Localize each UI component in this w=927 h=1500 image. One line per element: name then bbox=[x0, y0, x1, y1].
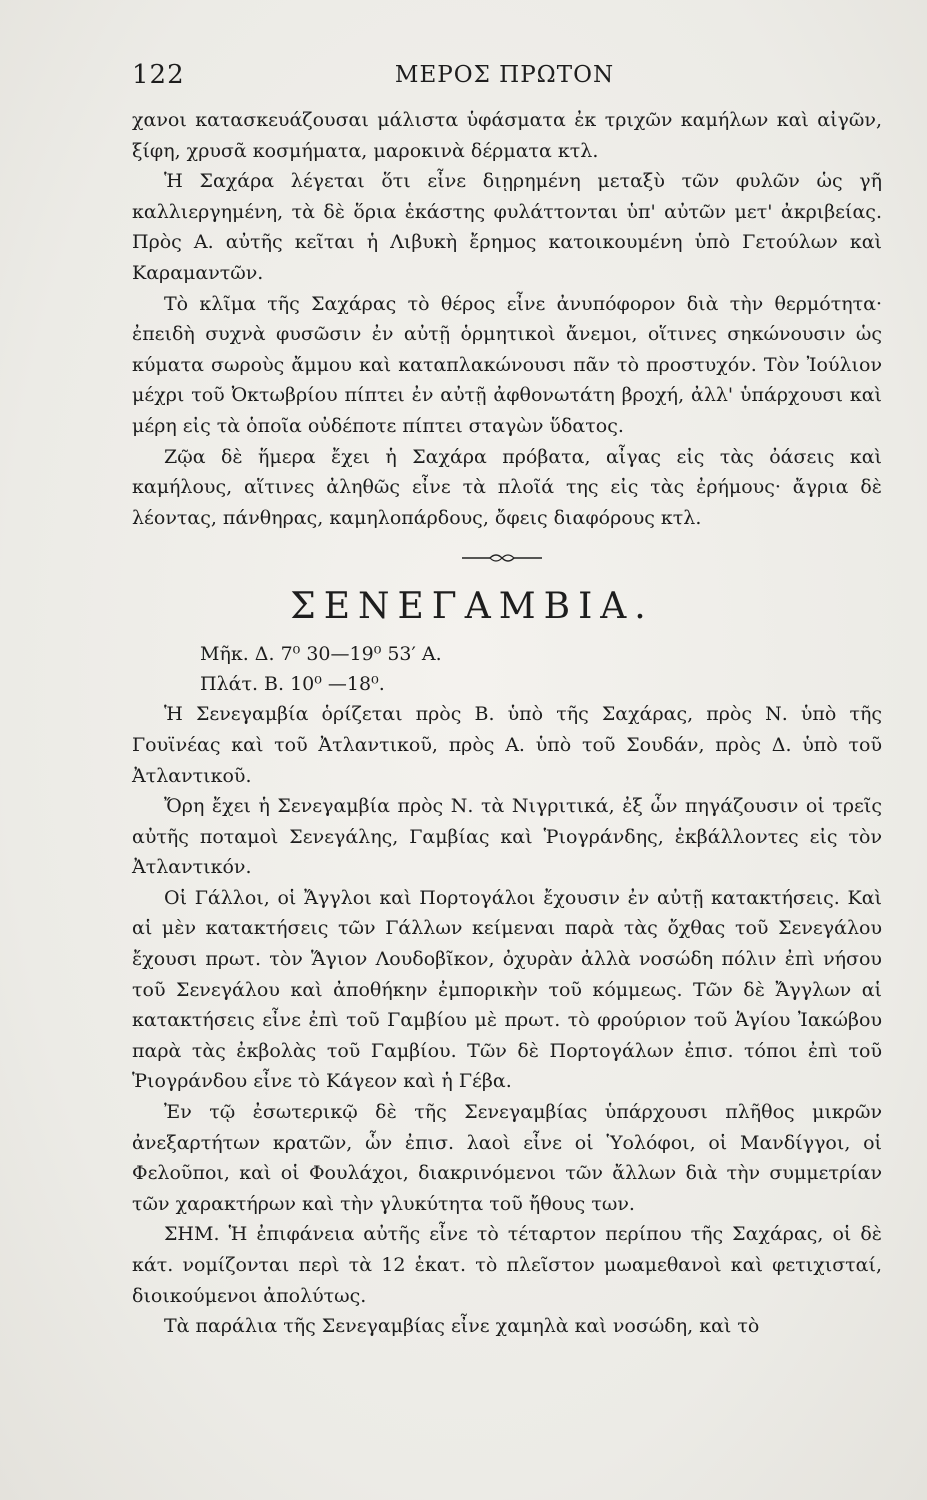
paragraph: Ἐν τῷ ἐσωτερικῷ δὲ τῆς Σενεγαμβίας ὑπάρχουσι πλῆθος μικρῶν ἀνεξαρτήτων κρατῶν, ὧν ἐπισ. λαοὶ εἶνε οἱ Ὑολόφοι, οἱ Μανδίγγοι, οἱ Φελοῦποι, καὶ οἱ Φουλάχοι, διακρινόμενοι τῶν ἄλλων διὰ τὴν συμμετρίαν τῶν χαρακτήρων καὶ τὴν γλυκύτητα τοῦ ἤθους των. bbox=[132, 1101, 882, 1215]
paragraph: Ὄρη ἔχει ἡ Σενεγαμβία πρὸς Ν. τὰ Νιγριτικά, ἐξ ὧν πηγάζουσιν οἱ τρεῖς αὐτῆς ποταμοὶ Σενεγάλης, Γαμβίας καὶ Ῥιογράνδης, ἐκβάλλοντες εἰς τὸν Ἀτλαντικόν. bbox=[132, 795, 882, 879]
page-header bbox=[132, 60, 877, 100]
longitude-line: Μῆκ. Δ. 7⁰ 30—19⁰ 53′ Α. bbox=[200, 643, 442, 666]
ornamental-divider bbox=[132, 533, 882, 583]
paragraph: Οἱ Γάλλοι, οἱ Ἄγγλοι καὶ Πορτογάλοι ἔχουσιν ἐν αὐτῇ κατακτήσεις. Καὶ αἱ μὲν κατακτήσεις τῶν Γάλλων κείμεναι παρὰ τὰς ὄχθας τοῦ Σενεγάλου ἔχουσι πρωτ. τὸν Ἅγιον Λουδοβῖκον, ὀχυρὰν ἀλλὰ νοσώδη πόλιν ἐπὶ νήσου τοῦ Σενεγάλου καὶ ἀποθήκην ἐμπορικὴν τοῦ κόμμεως. Τῶν δὲ Ἄγγλων αἱ κατακτήσεις εἶνε ἐπὶ τοῦ Γαμβίου μὲ πρωτ. τὸ φρούριον τοῦ Ἁγίου Ἰακώβου παρὰ τὰς ἐκβολὰς τοῦ Γαμβίου. Τῶν δὲ Πορτογάλων ἐπισ. τόποι ἐπὶ τοῦ Ῥιογράνδου εἶνε τὸ Κάγεον καὶ ἡ Γέβα. bbox=[132, 886, 882, 1093]
paragraph: Τὰ παράλια τῆς Σενεγαμβίας εἶνε χαμηλὰ καὶ νοσώδη, καὶ τὸ bbox=[164, 1315, 760, 1338]
paragraph: ΣΗΜ. Ἡ ἐπιφάνεια αὐτῆς εἶνε τὸ τέταρτον περίπου τῆς Σαχάρας, οἱ δὲ κάτ. νομίζονται περὶ τὰ 12 ἑκατ. τὸ πλεῖστον μωαμεθανοὶ καὶ φετιχισταί, διοικούμενοι ἀπολύτως. bbox=[132, 1223, 882, 1307]
body-text bbox=[132, 105, 882, 1342]
page-number: 122 bbox=[132, 60, 185, 90]
section-title: ΣΕΝΕΓΑΜΒΙΑ. bbox=[290, 586, 654, 628]
paragraph: Ἡ Σενεγαμβία ὁρίζεται πρὸς Β. ὑπὸ τῆς Σαχάρας, πρὸς Ν. ὑπὸ τῆς Γουϊνέας καὶ τοῦ Ἀτλαντικοῦ, πρὸς Α. ὑπὸ τοῦ Σουδάν, πρὸς Δ. ὑπὸ τοῦ Ἀτλαντικοῦ. bbox=[132, 703, 882, 787]
paragraph: Ζῷα δὲ ἥμερα ἔχει ἡ Σαχάρα πρόβατα, αἶγας εἰς τὰς ὀάσεις καὶ καμήλους, αἵτινες ἀληθῶς εἶνε τὰ πλοῖά της εἰς τὰς ἐρήμους· ἄγρια δὲ λέοντας, πάνθηρας, καμηλοπάρδους, ὄφεις διαφόρους κτλ. bbox=[132, 445, 882, 529]
paragraph: Ἡ Σαχάρα λέγεται ὅτι εἶνε διῃρημένη μεταξὺ τῶν φυλῶν ὡς γῆ καλλιεργημένη, τὰ δὲ ὅρια ἑκάστης φυλάττονται ὑπ' αὐτῶν μετ' ἀκριβείας. Πρὸς Α. αὐτῆς κεῖται ἡ Λιβυκὴ ἔρημος κατοικουμένη ὑπὸ Γετούλων καὶ Καραμαντῶν. bbox=[132, 170, 882, 284]
paragraph: χανοι κατασκευάζουσαι μάλιστα ὑφάσματα ἐκ τριχῶν καμήλων καὶ αἰγῶν, ξίφη, χρυσᾶ κοσμήματα, μαροκινὰ δέρματα κτλ. bbox=[132, 109, 882, 162]
latitude-line: Πλάτ. Β. 10⁰ —18⁰. bbox=[200, 673, 385, 696]
running-head: ΜΕΡΟΣ ΠΡΩΤΟΝ bbox=[394, 62, 615, 88]
coordinates-block bbox=[200, 639, 882, 699]
ornament-icon bbox=[462, 551, 542, 565]
paragraph: Τὸ κλῖμα τῆς Σαχάρας τὸ θέρος εἶνε ἀνυπόφορον διὰ τὴν θερμότητα· ἐπειδὴ συχνὰ φυσῶσιν ἐν αὐτῇ ὁρμητικοὶ ἄνεμοι, οἵτινες σηκώνουσιν ὡς κύματα σωροὺς ἄμμου καὶ καταπλακώνουσι πᾶν τὸ προστυχόν. Τὸν Ἰούλιον μέχρι τοῦ Ὀκτωβρίου πίπτει ἐν αὐτῇ ἀφθονωτάτη βροχή, ἀλλ' ὑπάρχουσι καὶ μέρη εἰς τὰ ὁποῖα οὐδέποτε πίπτει σταγὼν ὕδατος. bbox=[132, 292, 882, 437]
